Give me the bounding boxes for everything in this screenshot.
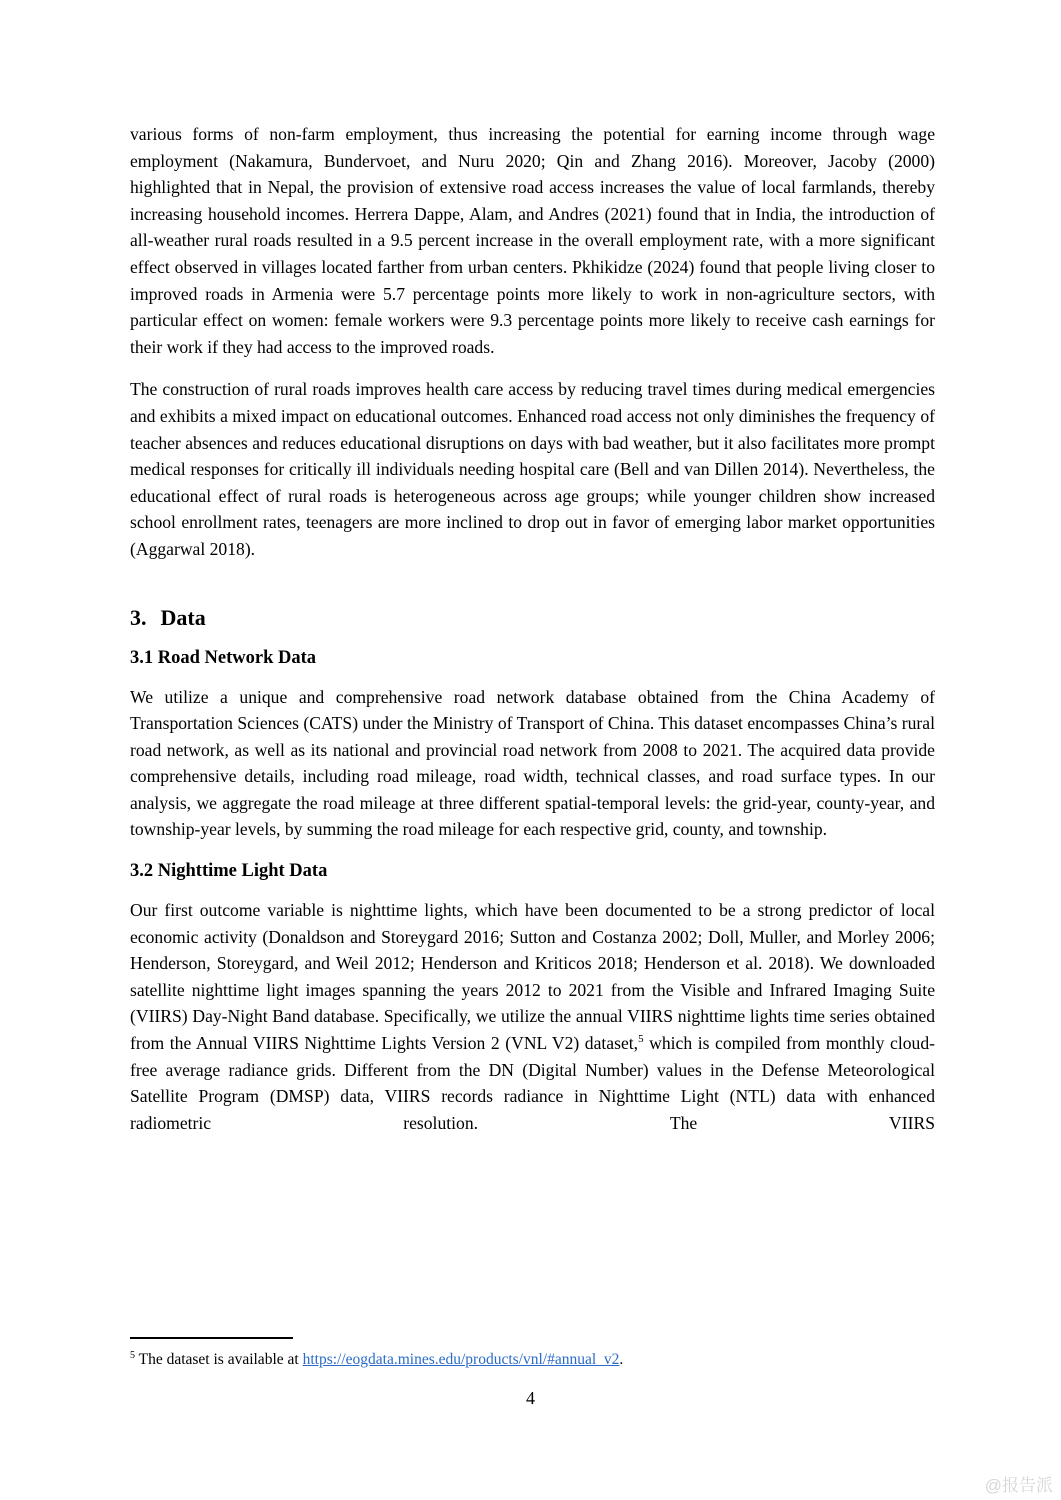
section-heading-data: [130, 603, 935, 632]
subsection-heading-nighttime-light-data: 3.2 Nighttime Light Data: [130, 861, 328, 882]
paragraph-health-education-effects: The construction of rural roads improves health care access by reducing travel times during medical emergencies and exhibits a mixed impact on educational outcomes. Enhanced road access not only diminishes the frequency of teacher absences and reduces educational disruptions on days with bad weather, but it also facilitates more prompt medical responses for critically ill individuals needing hospital care (Bell and van Dillen 2014). Nevertheless, the educational effect of rural roads is heterogeneous across age groups; while younger children show increased school enrollment rates, teenagers are more inclined to drop out in favor of emerging labor market opportunities (Aggarwal 2018).: [130, 379, 935, 559]
paragraph-road-network-data: We utilize a unique and comprehensive road network database obtained from the China Academy of Transportation Sciences (CATS) under the Ministry of Transport of China. This dataset encompasses China’s rural road network, as well as its national and provincial road network from 2008 to 2021. The acquired data provide comprehensive details, including road mileage, road width, technical classes, and road surface types. In our analysis, we aggregate the road mileage at three different spatial-temporal levels: the grid-year, county-year, and township-year levels, by summing the road mileage for each respective grid, county, and township.: [130, 686, 935, 840]
section-title: Data: [160, 604, 206, 630]
footnote-text: The dataset is available at: [135, 1351, 303, 1368]
footnote-5: [130, 1349, 935, 1371]
subsection-heading-road-network-data: 3.1 Road Network Data: [130, 647, 317, 668]
footnote-area: [130, 1337, 935, 1371]
footnote-divider: [130, 1337, 293, 1339]
footnote-suffix: .: [619, 1351, 624, 1368]
paragraph-nighttime-light-part1: Our first outcome variable is nighttime lights, which have been documented to be a strong predictor of local economic activity (Donaldson and Storeygard 2016; Sutton and Costanza 2002; Doll, Muller, and Morley 2006; Henderson, Storeygard, and Weil 2012; Henderson and Kriticos 2018; Henderson et al. 2018). We downloaded satellite nighttime light images spanning the years 2012 to 2021 from the Visible and Infrared Imaging Suite (VIIRS) Day-Night Band database. Specifically, we utilize the annual VIIRS nighttime lights time series obtained from the Annual VIIRS Nighttime Lights Version 2 (VNL V2) dataset,: [130, 900, 935, 1054]
section-number: 3.: [130, 604, 147, 630]
paragraph-nighttime-light-part2: which is compiled from monthly cloud-free average radiance grids. Different from the DN (Digital Number) values in the Defense Meteorological Satellite Program (DMSP) data, VIIRS records radiance in Nighttime Light (NTL) data with enhanced radiometric resolution. The VIIRS: [130, 1033, 935, 1133]
footnote-link[interactable]: https://eogdata.mines.edu/products/vnl/#annual_v2: [302, 1351, 620, 1368]
footnote-reference-5: 5: [638, 1033, 644, 1046]
watermark: @报告派: [984, 1476, 1053, 1495]
page-number: 4: [526, 1388, 535, 1408]
paragraph-employment-effects: various forms of non-farm employment, thus increasing the potential for earning income through wage employment (Nakamura, Bundervoet, and Nuru 2020; Qin and Zhang 2016). Moreover, Jacoby (2000) highlighted that in Nepal, the provision of extensive road access increases the value of local farmlands, thereby increasing household incomes. Herrera Dappe, Alam, and Andres (2021) found that in India, the introduction of all-weather rural roads resulted in a 9.5 percent increase in the overall employment rate, with a more significant effect observed in villages located farther from urban centers. Pkhikidze (2024) found that people living closer to improved roads in Armenia were 5.7 percentage points more likely to work in non-agriculture sectors, with particular effect on women: female workers were 9.3 percentage points more likely to receive cash earnings for their work if they had access to the improved roads.: [130, 124, 935, 357]
page-body: [130, 121, 935, 1152]
footnote-marker: 5: [130, 1349, 135, 1361]
paragraph-nighttime-light-data: [130, 897, 935, 1136]
